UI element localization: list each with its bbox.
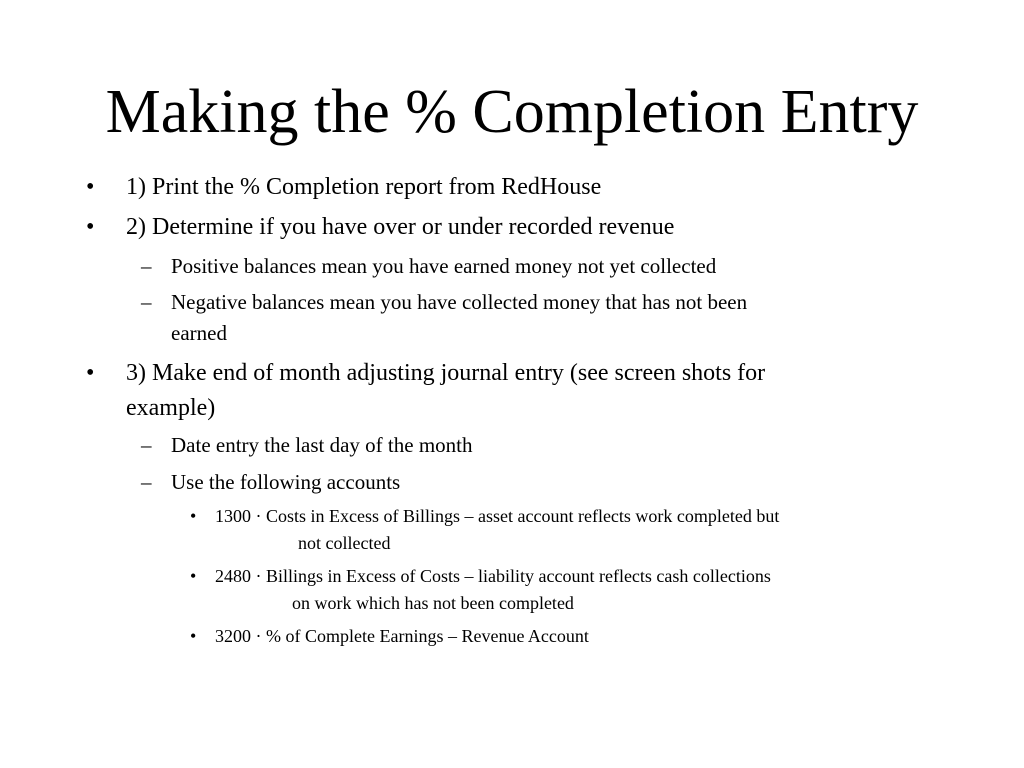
bullet-marker: • [86,214,95,240]
account-item-3200: 3200 · % of Complete Earnings – Revenue Account [215,626,589,646]
bullet-text-determine-revenue: 2) Determine if you have over or under recorded revenue [126,214,675,240]
account-item-1300-continued: not collected [298,533,391,553]
dash-marker: – [141,470,152,494]
bullet-marker: • [190,626,197,646]
bullet-marker: • [190,506,197,526]
slide-title: Making the % Completion Entry [105,78,919,146]
dash-marker: – [141,433,152,457]
bullet-text-adjusting-entry: 3) Make end of month adjusting journal entry (see screen shots for [126,360,766,386]
dash-marker: – [141,254,152,278]
bullet-text-adjusting-entry-continued: example) [126,395,216,421]
sub-bullet-use-accounts: Use the following accounts [171,470,401,494]
sub-bullet-negative-balances-continued: earned [171,321,227,345]
bullet-text-print-report: 1) Print the % Completion report from RedHouse [126,174,602,200]
dash-marker: – [141,290,152,314]
sub-bullet-negative-balances: Negative balances mean you have collected money that has not been [171,290,748,314]
bullet-marker: • [190,566,197,586]
account-item-2480: 2480 · Billings in Excess of Costs – liability account reflects cash collections [215,566,771,586]
bullet-marker: • [86,174,95,200]
sub-bullet-positive-balances: Positive balances mean you have earned money not yet collected [171,254,717,278]
account-item-1300: 1300 · Costs in Excess of Billings – asset account reflects work completed but [215,506,780,526]
sub-bullet-date-entry: Date entry the last day of the month [171,433,473,457]
bullet-marker: • [86,360,95,386]
account-item-2480-continued: on work which has not been completed [292,593,574,613]
